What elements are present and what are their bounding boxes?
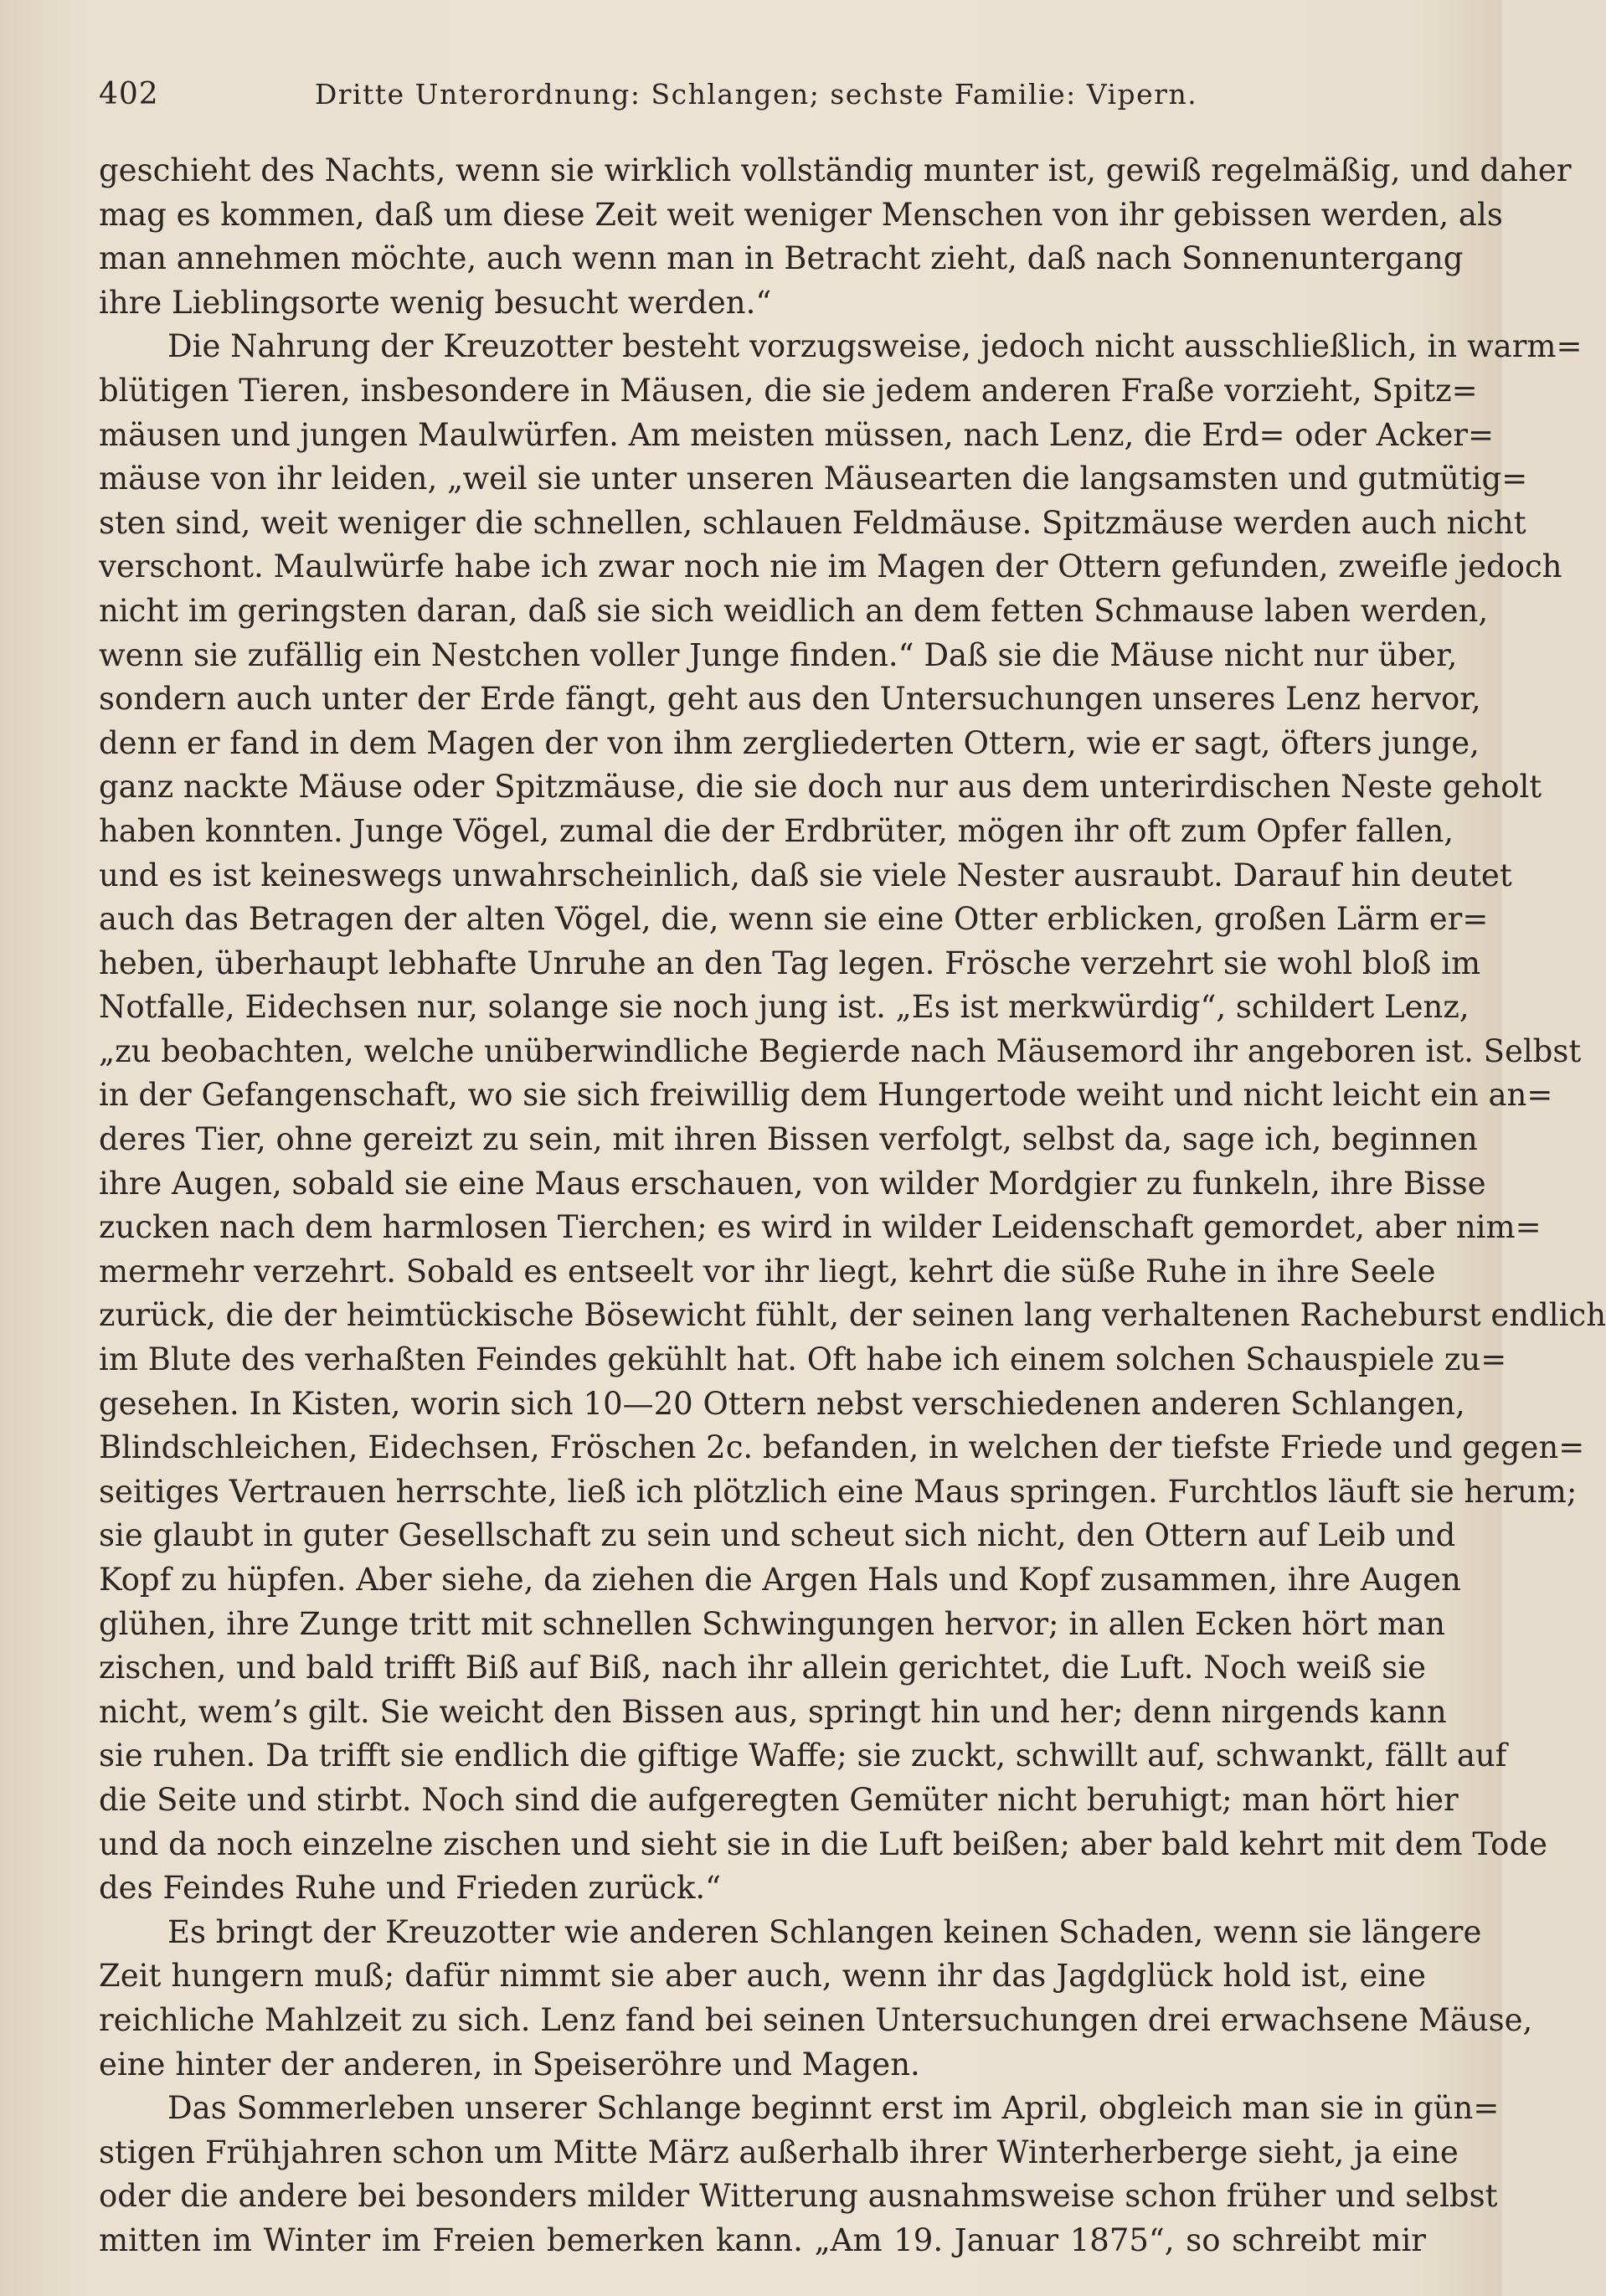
text-line: mäuse von ihr leiden, „weil sie unter unseren Mäusearten die langsamsten und gutmütig=: [99, 461, 1528, 497]
text-line: und da noch einzelne zischen und sieht sie in die Luft beißen; aber bald kehrt mit dem Tode: [99, 1825, 1548, 1862]
text-line: sie ruhen. Da trifft sie endlich die giftige Waffe; sie zuckt, schwillt auf, schwankt, fällt auf: [99, 1737, 1507, 1774]
text-line: seitiges Vertrauen herrschte, ließ ich plötzlich eine Maus springen. Furchtlos läuft sie herum;: [99, 1473, 1578, 1510]
text-line: sie glaubt in guter Gesellschaft zu sein und scheut sich nicht, den Ottern auf Leib und: [99, 1517, 1456, 1554]
text-line: nicht, wem’s gilt. Sie weicht den Bissen aus, springt hin und her; denn nirgends kann: [99, 1693, 1447, 1730]
running-head: Dritte Unterordnung: Schlangen; sechste Familie: Vipern.: [314, 78, 1198, 111]
text-line: man annehmen möchte, auch wenn man in Betracht zieht, daß nach Sonnenuntergang: [99, 240, 1464, 277]
text-line: im Blute des verhaßten Feindes gekühlt hat. Oft habe ich einem solchen Schauspiele zu=: [99, 1341, 1507, 1378]
text-line: denn er fand in dem Magen der von ihm zergliederten Ottern, wie er sagt, öfters junge,: [99, 724, 1480, 761]
text-line: ihre Lieblingsorte wenig besucht werden.“: [99, 284, 772, 321]
text-line: mermehr verzehrt. Sobald es entseelt vor ihr liegt, kehrt die süße Ruhe in ihre Seele: [99, 1253, 1436, 1290]
text-line: nicht im geringsten daran, daß sie sich weidlich an dem fetten Schmause laben werden,: [99, 592, 1489, 629]
text-line: heben, überhaupt lebhafte Unruhe an den Tag legen. Frösche verzehrt sie wohl bloß im: [99, 945, 1481, 981]
text-line: Die Nahrung der Kreuzotter besteht vorzugsweise, jedoch nicht ausschließlich, in warm=: [167, 328, 1583, 365]
text-line: des Feindes Ruhe und Frieden zurück.“: [99, 1870, 722, 1907]
text-line: mitten im Winter im Freien bemerken kann. „Am 19. Januar 1875“, so schreibt mir: [99, 2221, 1426, 2258]
text-line: und es ist keineswegs unwahrscheinlich, daß sie viele Nester ausraubt. Darauf hin deutet: [99, 857, 1512, 893]
text-line: gesehen. In Kisten, worin sich 10—20 Ottern nebst verschiedenen anderen Schlangen,: [99, 1385, 1465, 1422]
text-line: auch das Betragen der alten Vögel, die, wenn sie eine Otter erblicken, großen Lärm er=: [99, 901, 1489, 938]
text-line: mag es kommen, daß um diese Zeit weit weniger Menschen von ihr gebissen werden, als: [99, 196, 1503, 233]
text-line: zischen, und bald trifft Biß auf Biß, nach ihr allein gerichtet, die Luft. Noch weiß sie: [99, 1650, 1426, 1686]
text-line: geschieht des Nachts, wenn sie wirklich vollständig munter ist, gewiß regelmäßig, und daher: [99, 152, 1572, 188]
text-line: Zeit hungern muß; dafür nimmt sie aber auch, wenn ihr das Jagdglück hold ist, eine: [99, 1958, 1426, 1995]
text-line: reichliche Mahlzeit zu sich. Lenz fand bei seinen Untersuchungen drei erwachsene Mäuse,: [99, 2001, 1533, 2038]
text-line: haben konnten. Junge Vögel, zumal die der Erdbrüter, mögen ihr oft zum Opfer fallen,: [99, 812, 1454, 849]
text-line: zucken nach dem harmlosen Tierchen; es wird in wilder Leidenschaft gemordet, aber nim=: [99, 1209, 1542, 1246]
text-line: Es bringt der Kreuzotter wie anderen Schlangen keinen Schaden, wenn sie längere: [167, 1913, 1482, 1950]
text-line: die Seite und stirbt. Noch sind die aufgeregten Gemüter nicht beruhigt; man hört hier: [99, 1781, 1459, 1818]
text-line: mäusen und jungen Maulwürfen. Am meisten müssen, nach Lenz, die Erd= oder Acker=: [99, 416, 1495, 453]
text-line: blütigen Tieren, insbesondere in Mäusen, die sie jedem anderen Fraße vorzieht, Spitz=: [99, 372, 1478, 409]
paragraph: [99, 2087, 1500, 2263]
text-line: eine hinter der anderen, in Speiseröhre und Magen.: [99, 2046, 920, 2082]
text-line: zurück, die der heimtückische Bösewicht fühlt, der seinen lang verhaltenen Racheburst endlich: [99, 1297, 1606, 1334]
text-line: oder die andere bei besonders milder Witterung ausnahmsweise schon früher und selbst: [99, 2178, 1498, 2215]
paragraph: [99, 149, 1572, 325]
text-line: „zu beobachten, welche unüberwindliche Begierde nach Mäusemord ihr angeboren ist. Selbst: [99, 1032, 1582, 1069]
text-line: stigen Frühjahren schon um Mitte März außerhalb ihrer Winterherberge sieht, ja eine: [99, 2134, 1459, 2170]
text-line: deres Tier, ohne gereizt zu sein, mit ihren Bissen verfolgt, selbst da, sage ich, beginnen: [99, 1121, 1478, 1158]
text-line: Blindschleichen, Eidechsen, Fröschen 2c. befanden, in welchen der tiefste Friede und gegen=: [99, 1429, 1585, 1466]
paragraph: [99, 1911, 1533, 2087]
paragraph: [99, 325, 1606, 1910]
page-header: [99, 77, 1430, 127]
text-line: sondern auch unter der Erde fängt, geht aus den Untersuchungen unseres Lenz hervor,: [99, 681, 1481, 718]
text-line: Das Sommerleben unserer Schlange beginnt erst im April, obgleich man sie in gün=: [167, 2090, 1500, 2127]
text-line: ganz nackte Mäuse oder Spitzmäuse, die sie doch nur aus dem unterirdischen Neste geholt: [99, 769, 1542, 806]
text-line: ihre Augen, sobald sie eine Maus erschauen, von wilder Mordgier zu funkeln, ihre Bisse: [99, 1165, 1486, 1202]
text-line: sten sind, weit weniger die schnellen, schlauen Feldmäuse. Spitzmäuse werden auch nicht: [99, 504, 1526, 541]
body-text: [99, 149, 1606, 2263]
text-line: Kopf zu hüpfen. Aber siehe, da ziehen die Argen Hals und Kopf zusammen, ihre Augen: [99, 1562, 1461, 1598]
page-number: 402: [99, 77, 159, 111]
text-line: Notfalle, Eidechsen nur, solange sie noch jung ist. „Es ist merkwürdig“, schildert Lenz,: [99, 989, 1470, 1026]
text-line: in der Gefangenschaft, wo sie sich freiwillig dem Hungertode weiht und nicht leicht ein an=: [99, 1077, 1553, 1114]
text-line: verschont. Maulwürfe habe ich zwar noch nie im Magen der Ottern gefunden, zweifle jedoch: [99, 548, 1562, 585]
text-line: wenn sie zufällig ein Nestchen voller Junge finden.“ Daß sie die Mäuse nicht nur über,: [99, 636, 1458, 673]
text-line: glühen, ihre Zunge tritt mit schnellen Schwingungen hervor; in allen Ecken hört man: [99, 1605, 1445, 1642]
